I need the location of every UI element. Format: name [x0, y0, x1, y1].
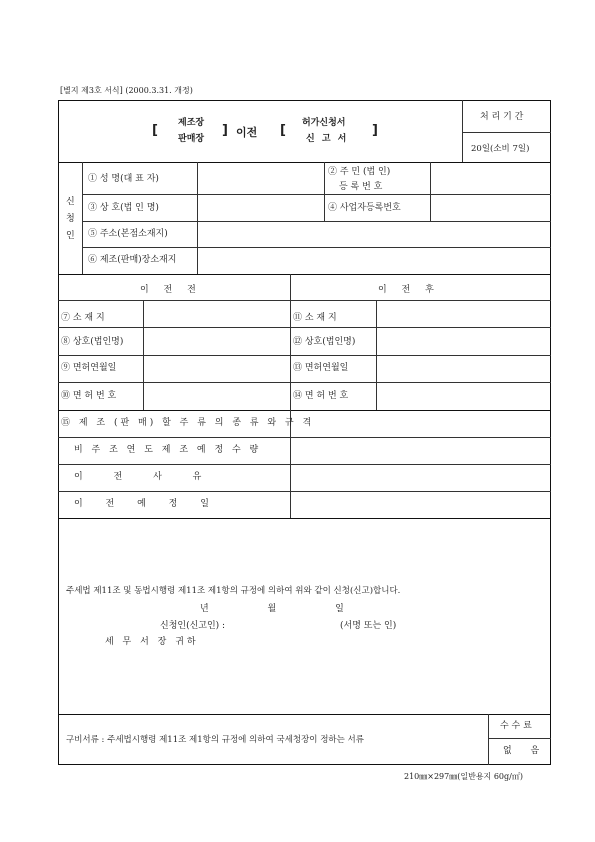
production-plan-field[interactable] — [292, 439, 549, 462]
processing-divider — [462, 132, 551, 133]
before-after-header-line — [58, 300, 551, 301]
before-after-top-line — [58, 274, 551, 275]
paper-size-note: 210㎜×297㎜(일반용지 60g/㎡) — [404, 772, 523, 781]
applicant-sign-label: 신청인(신고인) : — [160, 621, 226, 631]
after-location-label: ⑪ 소 재 지 — [293, 313, 337, 323]
ba-row-line-3 — [58, 382, 551, 383]
title-option-report: 신 고 서 — [306, 134, 349, 144]
processing-period-value: 20일(소비 7일) — [471, 144, 530, 154]
production-plan-label: 비 주 조 연 도 제 조 예 정 수 량 — [74, 445, 262, 455]
before-license-no-label: ⑩ 면 허 번 호 — [61, 391, 117, 401]
title-bracket-open: [ — [152, 123, 158, 138]
after-trade-field[interactable] — [378, 329, 549, 353]
trade-name-field[interactable] — [199, 196, 322, 219]
after-location-field[interactable] — [378, 302, 549, 325]
applicant-label-divider — [197, 162, 198, 274]
trade-name-label: ③ 상 호(법 인 명) — [88, 203, 159, 213]
after-license-no-label: ⑭ 면 허 번 호 — [293, 391, 349, 401]
after-header: 이 전 후 — [378, 285, 440, 295]
name-label: ① 성 명(대 표 자) — [88, 174, 159, 184]
after-trade-label: ⑫ 상호(법인명) — [293, 337, 356, 347]
relocation-date-label: 이 전 예 정 일 — [74, 499, 219, 509]
details-top-line — [58, 410, 551, 411]
title-option-manufacture: 제조장 — [178, 118, 205, 128]
title-bracket-close: ] — [222, 123, 228, 138]
fee-divider — [488, 738, 551, 739]
resident-id-label-2: 등 록 번 호 — [339, 182, 383, 192]
before-label-divider — [143, 300, 144, 410]
footer-top-line — [58, 714, 551, 715]
after-license-date-label: ⑬ 면허연월일 — [293, 363, 349, 373]
applicant-side-3: 인 — [66, 231, 75, 241]
fee-label: 수 수 료 — [500, 721, 532, 731]
before-trade-field[interactable] — [145, 329, 288, 353]
applicant-mid-divider — [324, 162, 325, 221]
site-address-field[interactable] — [199, 249, 549, 272]
details-line-1 — [58, 437, 551, 438]
before-license-date-field[interactable] — [145, 357, 288, 380]
applicant-side-1: 신 — [66, 197, 75, 207]
details-line-3 — [58, 491, 551, 492]
liquor-type-label: ⑮ 제 조 (판 매) 할 주 류 의 종 류 와 규 격 — [61, 418, 315, 428]
title-bracket-open-2: [ — [280, 123, 286, 138]
before-license-no-field[interactable] — [145, 384, 288, 408]
applicant-row-line-2 — [82, 221, 551, 222]
name-field[interactable] — [199, 164, 322, 192]
applicant-row-line-3 — [82, 247, 551, 248]
declaration-date: 년 월 일 — [200, 604, 372, 614]
after-license-date-field[interactable] — [378, 357, 549, 380]
fee-value: 없 음 — [503, 746, 548, 756]
address-label: ⑤ 주소(본점소재지) — [88, 229, 168, 239]
applicant-side-divider — [82, 162, 83, 274]
title-option-permit: 허가신청서 — [302, 118, 346, 128]
liquor-type-field[interactable] — [292, 412, 549, 435]
before-location-field[interactable] — [145, 302, 288, 325]
ba-row-line-1 — [58, 327, 551, 328]
applicant-sign-field[interactable] — [250, 618, 330, 632]
footer-divider — [488, 714, 489, 765]
relocation-reason-label: 이 전 사 유 — [74, 472, 216, 482]
applicant-row-line-1 — [82, 194, 551, 195]
relocation-reason-field[interactable] — [292, 466, 549, 489]
relocation-date-field[interactable] — [292, 493, 549, 516]
details-bottom-line — [58, 518, 551, 519]
site-address-label: ⑥ 제조(판매)장소재지 — [88, 255, 177, 265]
resident-id-label-1: ② 주 민 (법 인) — [328, 167, 391, 177]
before-trade-label: ⑧ 상호(법인명) — [61, 337, 124, 347]
title-bracket-close-2: ] — [372, 123, 378, 138]
address-field[interactable] — [199, 223, 549, 245]
ba-row-line-2 — [58, 355, 551, 356]
required-documents: 구비서류 : 주세법시행령 제11조 제1항의 규정에 의하여 국세청장이 정하는 서류 — [66, 735, 364, 745]
title-relocation: 이전 — [236, 126, 258, 139]
after-license-no-field[interactable] — [378, 384, 549, 408]
applicant-side-2: 청 — [66, 214, 75, 224]
before-header: 이 전 전 — [140, 285, 202, 295]
declaration-text: 주세법 제11조 및 동법시행령 제11조 제1항의 규정에 의하여 위와 같이 신청(신고)합니다. — [66, 586, 401, 596]
business-reg-label: ④ 사업자등록번호 — [328, 203, 401, 213]
applicant-top-line — [58, 162, 551, 163]
form-number-note: [별지 제3호 서식] (2000.3.31. 개정) — [60, 86, 193, 95]
resident-id-field[interactable] — [432, 164, 549, 192]
applicant-right-divider — [430, 162, 431, 221]
before-after-divider — [290, 274, 291, 410]
before-license-date-label: ⑨ 면허연월일 — [61, 363, 117, 373]
business-reg-field[interactable] — [432, 196, 549, 219]
title-option-sales: 판매장 — [178, 134, 205, 144]
processing-period-label: 처 리 기 간 — [480, 112, 524, 122]
after-label-divider — [376, 300, 377, 410]
tax-office-addressee: 세 무 서 장 귀하 — [105, 637, 199, 647]
sign-or-seal-label: (서명 또는 인) — [340, 621, 397, 631]
title-divider — [462, 100, 463, 162]
details-line-2 — [58, 464, 551, 465]
before-location-label: ⑦ 소 재 지 — [61, 313, 105, 323]
